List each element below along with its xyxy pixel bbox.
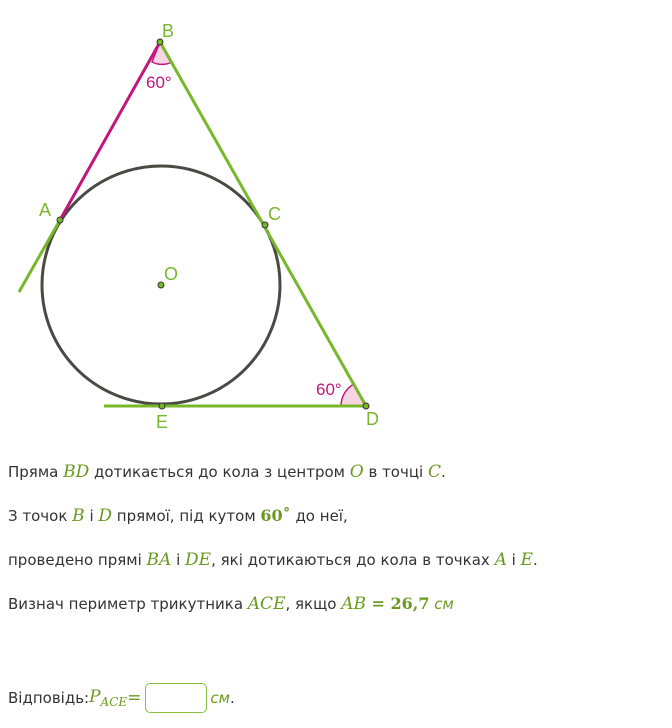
label-a: A: [39, 200, 52, 220]
math-d: D: [98, 506, 113, 526]
text: проведено прямі: [8, 551, 147, 569]
text: Визнач периметр трикутника: [8, 595, 248, 613]
problem-line-4: [8, 594, 454, 614]
problem-line-1: [8, 462, 446, 482]
angle-b-label: 60°: [146, 73, 172, 92]
text: Пряма: [8, 463, 64, 481]
label-o: O: [164, 264, 179, 284]
text: З точок: [8, 507, 73, 525]
math-de: DE: [185, 550, 212, 570]
text: і: [171, 551, 186, 569]
text: в точці: [363, 463, 428, 481]
angle-d-mark: [341, 384, 366, 406]
p-subscript: ACE: [100, 695, 128, 709]
answer-label: Відповідь:: [8, 689, 90, 707]
p-symbol: P: [89, 687, 101, 707]
math-b: B: [72, 506, 85, 526]
text: дотикається до кола з центром: [89, 463, 350, 481]
answer-unit: см: [210, 689, 230, 707]
problem-line-2: [8, 506, 348, 526]
label-e: E: [156, 412, 169, 432]
point-e: [159, 403, 165, 409]
math-a: A: [494, 550, 507, 570]
unit-cm: см: [429, 595, 454, 613]
text: до неї,: [290, 507, 348, 525]
label-b: B: [162, 21, 175, 41]
text: .: [532, 551, 538, 569]
math-ace: ACE: [247, 594, 286, 614]
math-value: = 26,7: [365, 594, 430, 613]
segment-ba: [60, 42, 160, 220]
text: , якщо: [285, 595, 342, 613]
problem-line-3: [8, 550, 538, 570]
point-a: [57, 217, 63, 223]
math-e: E: [520, 550, 533, 570]
answer-p: [89, 687, 127, 709]
text: прямої, під кутом: [112, 507, 261, 525]
text: , які дотикаються до кола в точках: [211, 551, 495, 569]
answer-dot: .: [229, 689, 235, 707]
math-o: O: [349, 462, 364, 482]
math-ab: AB: [341, 594, 366, 614]
math-bd: BD: [63, 462, 90, 482]
label-c: C: [268, 204, 281, 224]
answer-eq: =: [127, 688, 142, 708]
math-angle: 60˚: [260, 506, 291, 525]
answer-row: [8, 683, 235, 713]
text: .: [441, 463, 446, 481]
text: і: [506, 551, 521, 569]
math-c: C: [428, 462, 442, 482]
angle-d-label: 60°: [316, 380, 342, 399]
math-ba: BA: [146, 550, 172, 570]
line-a-extension: [19, 220, 60, 292]
text: і: [84, 507, 99, 525]
label-d: D: [366, 409, 379, 429]
answer-input[interactable]: [145, 683, 207, 713]
